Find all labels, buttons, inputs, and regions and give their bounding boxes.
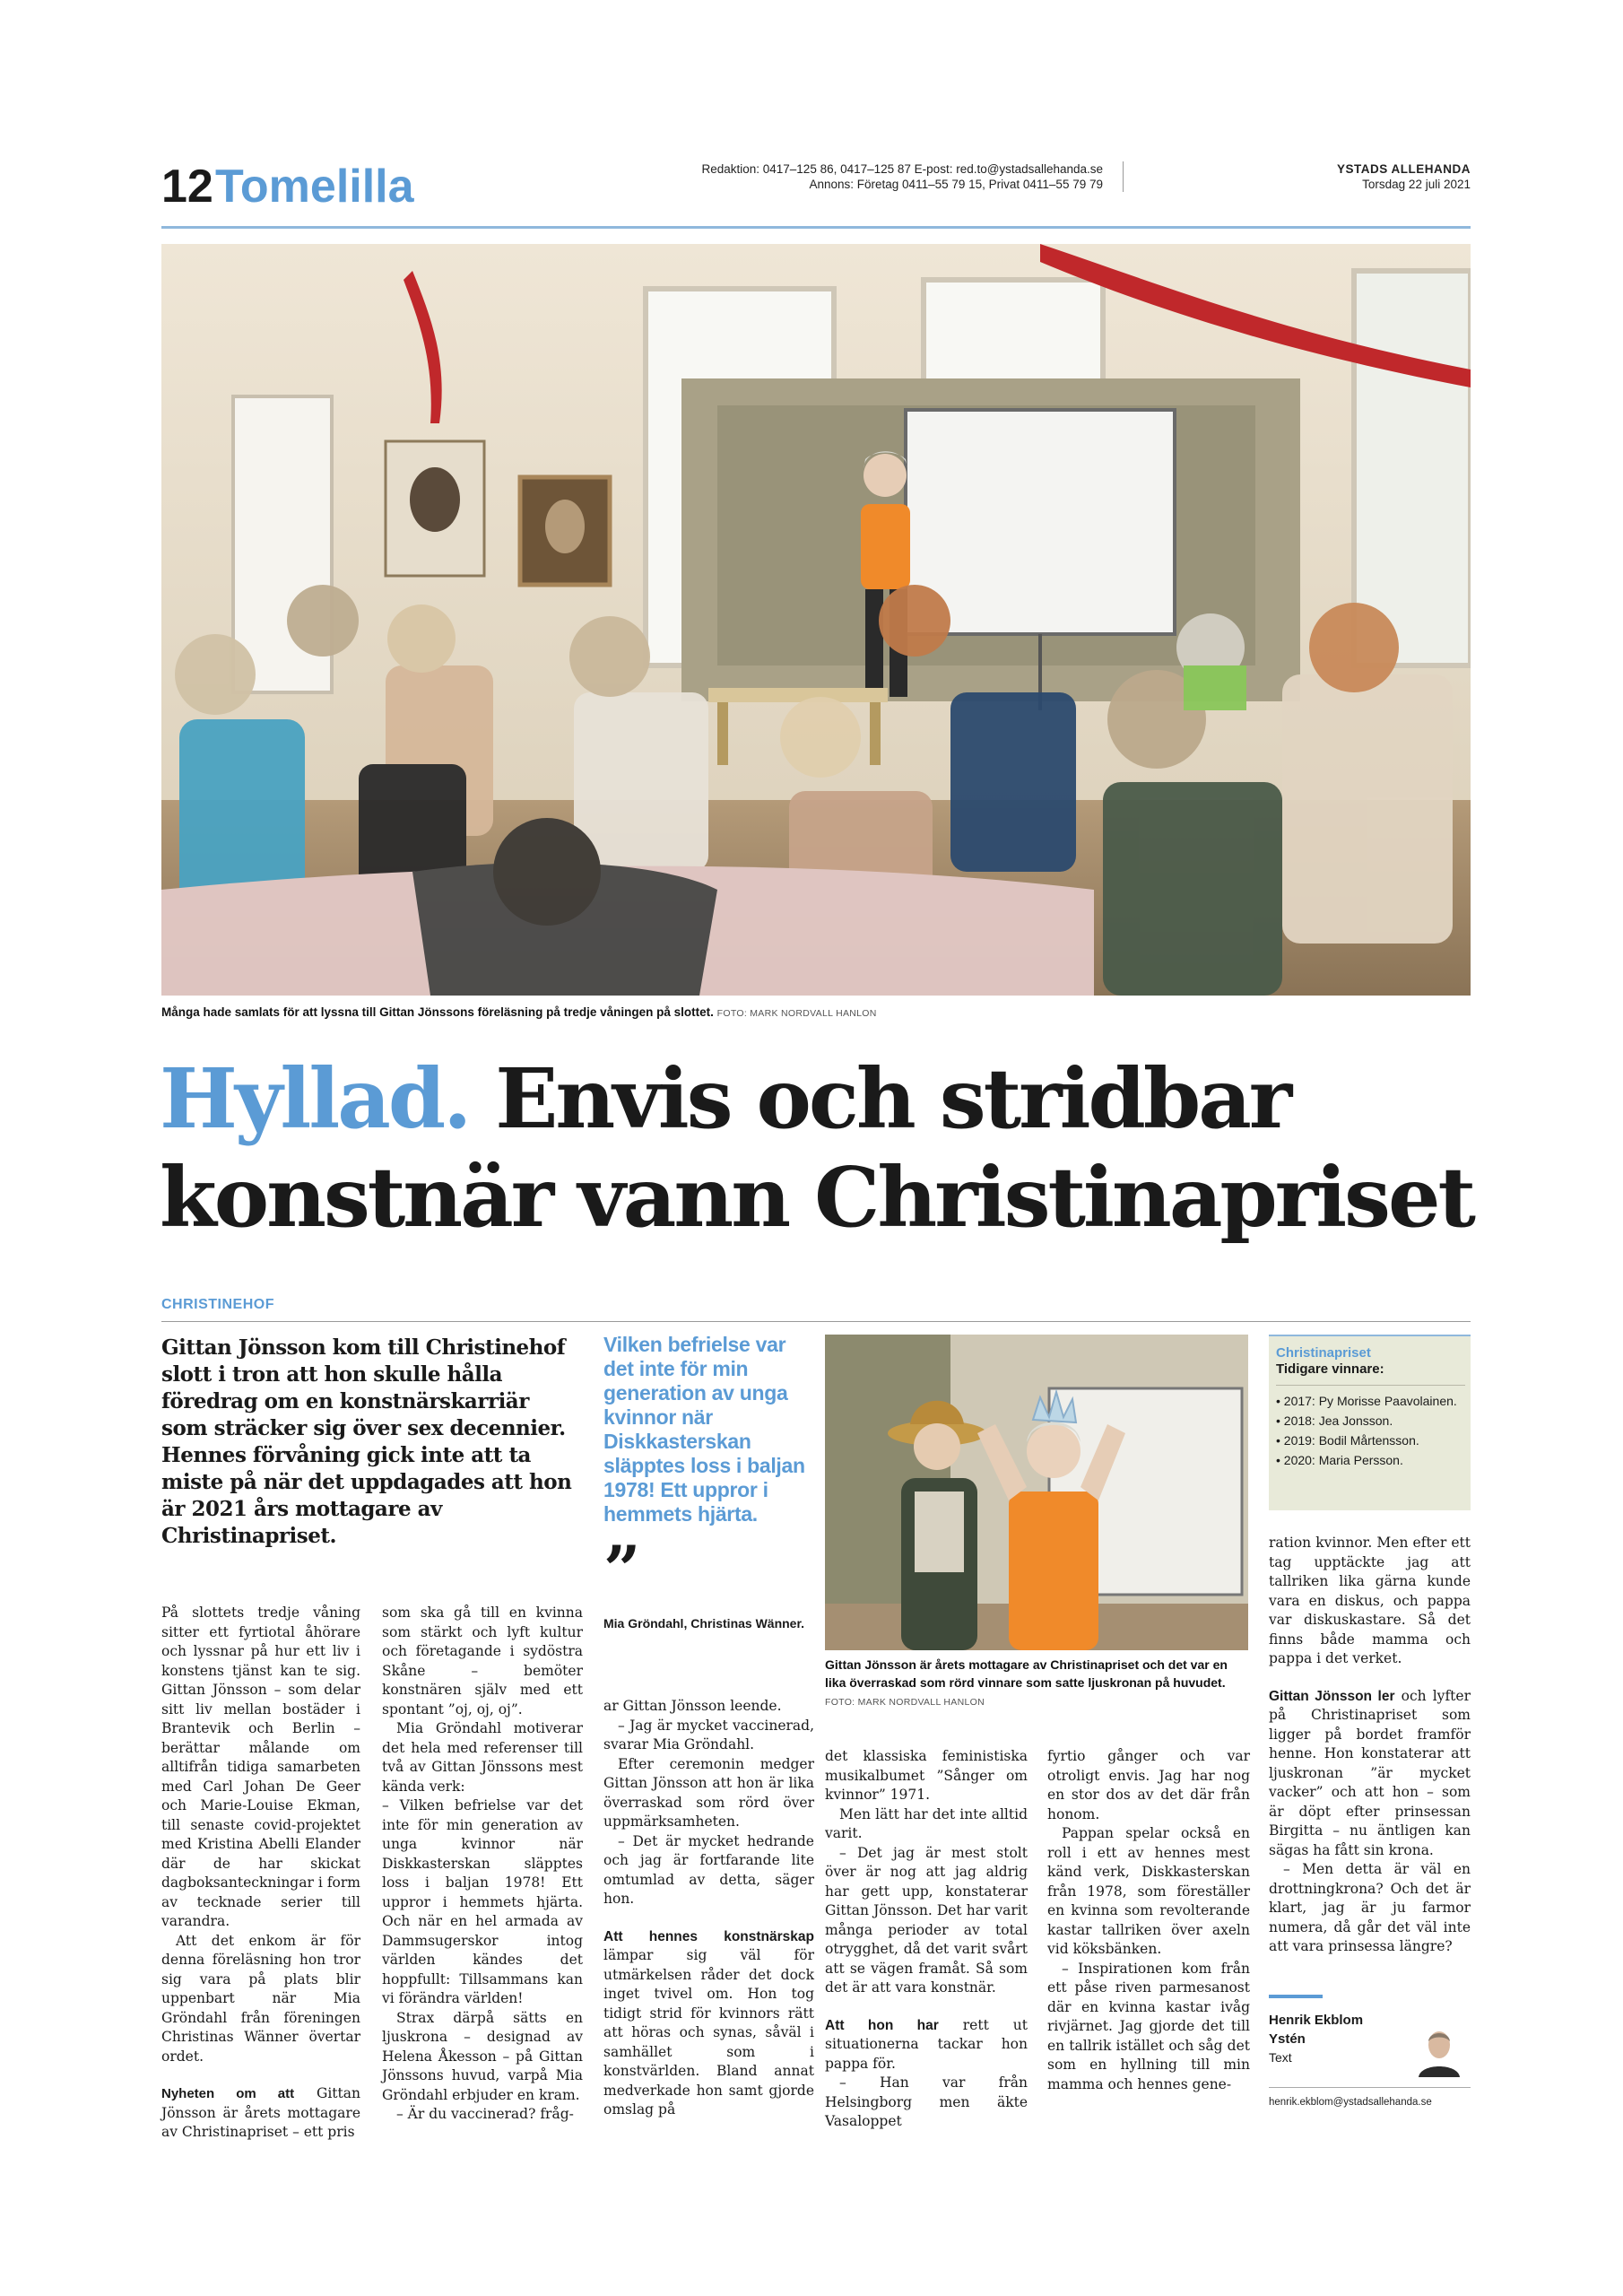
headline — [160, 1049, 1478, 1247]
col4-paragraph-2: Men lätt har det inte alltid varit. — [825, 1805, 1028, 1841]
col1-lead-in: Nyheten om att — [161, 2086, 295, 2101]
main-photo-credit: FOTO: MARK NORDVALL HANLON — [716, 1008, 877, 1019]
fact-box — [1269, 1335, 1471, 1510]
paper-info — [1337, 161, 1471, 192]
author-email[interactable]: henrik.ekblom@ystadsallehanda.se — [1269, 2087, 1471, 2108]
contact-line-editorial: Redaktion: 0417–125 86, 0417–125 87 E-post: red.to@ystadsallehanda.se — [701, 162, 1103, 176]
col6-paragraph-2 — [1269, 1687, 1471, 1861]
winner-2018: • 2018: Jea Jonsson. — [1276, 1413, 1393, 1428]
headline-line-2: konstnär vann Christinapriset — [160, 1149, 1474, 1246]
headline-line-1 — [160, 1049, 1478, 1148]
issue-date: Torsdag 22 juli 2021 — [1362, 178, 1471, 191]
col5-paragraph-3: – Inspirationen kom från ett påse riven parmesanost där en kvinna kastar ivåg rivjärnet. Jag gjorde det till en tallrik istället och såg det som en hyllning till min mamma och hennes gene- — [1047, 1960, 1250, 2092]
page-number: 12 — [161, 161, 213, 213]
body-column-6 — [1269, 1534, 1471, 1957]
col1-paragraph-1: På slottets tredje våning sitter ett fyrtiotal åhörare och lyssnar på hur ett liv i konstens tjänst kan te sig. Gittan Jönsson – som delar sitt liv mellan bostäder i Brantevik och Berlin – berättar målande om alltifrån tidiga samarbeten med Carl Johan De Geer och Marie-Louise Ekman, till senaste covid-projektet med Kristina Abelli Elander där de har skickat dagboksanteckningar i form av tecknade serier till varandra. — [161, 1605, 360, 1929]
col4-lead-in: Att hon har — [825, 2017, 939, 2033]
author-name-line-2: Ystén — [1269, 2031, 1306, 2047]
contact-info — [701, 161, 1103, 192]
col3-paragraph-2: – Jag är mycket vaccinerad, svarar Mia Gröndahl. — [603, 1717, 814, 1752]
col1-paragraph-3-text: Gittan Jönsson är årets mottagare av Christinapriset – ett pris — [161, 2085, 360, 2140]
topic-rule — [161, 1321, 1471, 1322]
winner-2020: • 2020: Maria Persson. — [1276, 1453, 1403, 1467]
col6-paragraph-3: – Men detta är väl en drottningkrona? Och det är klart, jag är ju farmor numera, då går det väl inte att vara prinsessa längre? — [1269, 1861, 1471, 1954]
col5-paragraph-1: fyrtio gånger och var otroligt envis. Jag har nog en stor dos av det där från honom. — [1047, 1748, 1250, 1822]
col4-paragraph-5: – Han var från Helsingborg men äkte Vasaloppet — [825, 2074, 1028, 2129]
pull-quote: Vilken befrielse var det inte för min generation av unga kvinnor när Diskkasterskan släpptes loss i baljan 1978! Ett uppror i hemmets hjärta. — [603, 1333, 805, 1526]
author-avatar — [1417, 2025, 1462, 2077]
body-column-3 — [603, 1697, 814, 2120]
quote-mark-icon: ” — [603, 1531, 641, 1607]
header-divider — [1123, 161, 1124, 192]
contact-line-ads: Annons: Företag 0411–55 79 15, Privat 0411–55 79 79 — [809, 178, 1103, 191]
col3-paragraph-5-text: lämpar sig väl för utmärkelsen råder det dock inget tvivel om. Hon tog tidigt strid för kvinnors rätt att höras och synas, såväl i samhället som i konstvärlden. Bland annat medverkade hon samt gjorde omslag på — [603, 1947, 814, 2118]
winner-2019: • 2019: Bodil Mårtensson. — [1276, 1433, 1419, 1448]
col4-paragraph-4 — [825, 2016, 1028, 2074]
award-ceremony-photo — [825, 1335, 1248, 1650]
byline-accent-bar — [1269, 1995, 1323, 1998]
author-role: Text — [1269, 2050, 1292, 2065]
col2-paragraph-2: Mia Gröndahl motiverar det hela med referenser till två av Gittan Jönssons mest kända verk: — [382, 1720, 583, 1795]
secondary-photo-caption-text: Gittan Jönsson är årets mottagare av Christinapriset och det var en lika överraskad som rörd vinnare som satte ljuskronan på huvudet. — [825, 1657, 1228, 1690]
paper-name: YSTADS ALLEHANDA — [1337, 162, 1471, 176]
author-portrait-icon — [1417, 2025, 1462, 2077]
main-photo — [161, 244, 1471, 996]
col6-paragraph-1: ration kvinnor. Men efter ett tag upptäckte jag att tallriken lika gärna kunde vara en diskus, och pappa var diskuskastare. Så det finns både mamma och pappa i det verket. — [1269, 1535, 1471, 1666]
col1-paragraph-3 — [161, 2084, 360, 2143]
col6-lead-in: Gittan Jönsson ler — [1269, 1688, 1395, 1704]
col2-paragraph-3: – Vilken befrielse var det inte för min generation av unga kvinnor när Diskkasterskan släpptes loss i baljan 1978! Ett uppror i hemmets hjärta. Och när en hel armada av Dammsugerskor intog världen kändes det hoppfullt: Tillsammans kan vi förändra världen! — [382, 1797, 583, 2006]
col3-paragraph-5 — [603, 1927, 814, 2120]
fact-box-subtitle: Tidigare vinnare: — [1276, 1361, 1384, 1377]
ingress: Gittan Jönsson kom till Christinehof slott i tron att hon skulle hålla föredrag om en konstnärskarriär som sträcker sig över sex decennier. Hennes förvåning gick inte att ta miste på när det uppdagades att hon är 2021 års mottagare av Christinapriset. — [161, 1335, 572, 1548]
main-photo-caption — [161, 1005, 1471, 1019]
author-name-line-1: Henrik Ekblom — [1269, 2013, 1364, 2028]
main-photo-caption-text: Många hade samlats för att lyssna till Gittan Jönssons föreläsning på tredje våningen på slottet. — [161, 1005, 714, 1019]
col6-paragraph-2-text: och lyfter på Christinapriset som ligger på bordet framför henne. Hon konstaterar att ljuskronan ”är mycket vacker” och att hon – som är döpt efter prinsessan Birgitta – nu äntligen kan sägas ha fått sin krona. — [1269, 1687, 1471, 1858]
secondary-photo — [825, 1335, 1248, 1650]
topic-label: CHRISTINEHOF — [161, 1297, 274, 1312]
winner-2017: • 2017: Py Morisse Paavolainen. — [1276, 1394, 1457, 1408]
col3-paragraph-1: ar Gittan Jönsson leende. — [603, 1698, 782, 1714]
col4-paragraph-4-text: rett ut situationerna tackar hon pappa för. — [825, 2016, 1028, 2072]
col1-paragraph-2: Att det enkom är för denna föreläsning hon tror sig vara på plats blir uppenbart när Mia Gröndahl från föreningen Christinas Wänner övertar ordet. — [161, 1932, 360, 2065]
col3-paragraph-4: – Det är mycket hedrande och jag är fortfarande lite omtumlad av detta, säger hon. — [603, 1832, 814, 1907]
fact-box-list — [1276, 1385, 1465, 1470]
body-column-4 — [825, 1747, 1028, 2132]
col3-paragraph-3: Efter ceremonin medger Gittan Jönsson att hon är lika överraskad som rörd över uppmärksamheten. — [603, 1755, 814, 1830]
secondary-photo-caption — [825, 1656, 1251, 1711]
col2-paragraph-4: Strax därpå sätts en ljuskrona – designad av Helena Åkesson – på Gittan Jönssons huvud, varpå Mia Gröndahl erbjuder en kram. — [382, 2009, 583, 2103]
body-column-5 — [1047, 1747, 1250, 2094]
col2-paragraph-5: – Är du vaccinerad? fråg- — [396, 2106, 574, 2122]
lecture-hall-photo — [161, 244, 1471, 996]
headline-line-1-rest: Envis och stridbar — [469, 1050, 1290, 1147]
col2-paragraph-1: som ska gå till en kvinna som stärkt och lyft kultur och företagande i sydöstra Skåne – bemöter konstnären själv med ett spontant ”oj, oj, oj”. — [382, 1605, 583, 1718]
body-column-1 — [161, 1604, 360, 2143]
header-rule — [161, 226, 1471, 229]
col3-lead-in: Att hennes konstnärskap — [603, 1928, 814, 1944]
section-title: Tomelilla — [215, 161, 414, 213]
col4-paragraph-3: – Det jag är mest stolt över är nog att jag aldrig har gett upp, konstaterar Gittan Jönsson. Det har varit många perioder av total otrygghet, då det varit svårt att se vägen framåt. Så som det är att vara konstnär. — [825, 1844, 1028, 1996]
fact-box-title: Christinapriset — [1276, 1345, 1371, 1361]
col5-paragraph-2: Pappan spelar också en roll i ett av hennes mest känd verk, Diskkasterskan från 1978, som föreställer en kvinna som revolterande kastar tallriken över axeln vid köksbänken. — [1047, 1825, 1250, 1957]
secondary-photo-credit: FOTO: MARK NORDVALL HANLON — [825, 1697, 985, 1708]
col4-paragraph-1: det klassiska feministiska musikalbumet ”Sånger om kvinnor” 1971. — [825, 1748, 1028, 1803]
pull-quote-source: Mia Gröndahl, Christinas Wänner. — [603, 1616, 805, 1631]
headline-kicker: Hyllad. — [160, 1050, 470, 1147]
body-column-2 — [382, 1604, 583, 2125]
